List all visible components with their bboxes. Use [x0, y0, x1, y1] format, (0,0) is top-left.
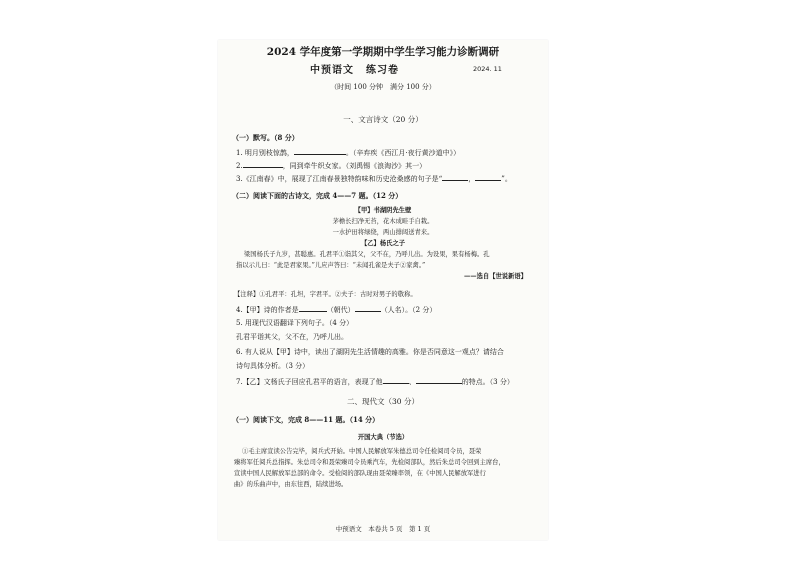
- text-b-title: 【乙】杨氏之子: [360, 240, 406, 247]
- answer-blank-7a[interactable]: [383, 377, 409, 384]
- answer-blank-3b[interactable]: [475, 174, 501, 181]
- question-5: 5. 用现代汉语翻译下列句子。（4 分）: [236, 319, 354, 327]
- answer-blank-2[interactable]: [243, 161, 283, 168]
- poem-a-line-2: 一水护田将绿绕，两山排闼送青来。: [332, 229, 434, 236]
- answer-blank-4a[interactable]: [299, 305, 327, 312]
- subject-label: 中预语文: [310, 65, 354, 76]
- exam-date: 2024. 11: [473, 65, 502, 73]
- answer-blank-4b[interactable]: [355, 305, 381, 312]
- question-7: 7.【乙】文杨氏子回应孔君平的语言，表现了他 、 的特点。（3 分）: [236, 378, 514, 386]
- answer-blank-1[interactable]: [294, 148, 346, 155]
- answer-blank-3a[interactable]: [442, 174, 468, 181]
- question-5-sentence: 孔君平诣其父，父不在，乃呼儿出。: [236, 333, 348, 341]
- exam-subtitle: [310, 65, 399, 77]
- q-b-title: （二）阅读下面的古诗文，完成 4——7 题。（12 分）: [232, 191, 403, 200]
- exam-title: 2024 学年度第一学期期中学生学习能力诊断调研: [266, 46, 500, 58]
- answer-blank-7b[interactable]: [416, 377, 462, 384]
- time-info: （时间 100 分钟 满分 100 分）: [330, 83, 436, 91]
- poem-a-line-1: 茅檐长扫净无苔，花木成畦手自栽。: [332, 218, 434, 225]
- page-footer: 中预语文 本卷共 5 页 第 1 页: [335, 525, 431, 533]
- annotation-note: 【注释】①孔君平：孔坦，字君平。②夫子：古时对男子的敬称。: [234, 291, 417, 298]
- poem-a-title: 【甲】书湖阴先生壁: [354, 207, 412, 214]
- text-b-source: ——选自【世说新语】: [464, 273, 527, 280]
- part1-heading: 一、文言诗文（20 分）: [343, 115, 423, 124]
- question-6-line-2: 诗句具体分析。（3 分）: [236, 362, 310, 370]
- q-a-title: （一）默写。（8 分）: [232, 133, 299, 142]
- dictation-line-2: 2. ，同到牵牛织女家。（刘禹锡《浪淘沙》其一）: [236, 162, 427, 170]
- dictation-line-3: 3.《江南春》中，展现了江南春景独特韵味和历史沧桑感的句子是“ ， ”。: [236, 175, 512, 183]
- text-b-line-2: 指以示儿曰：“此是君家果。”儿应声答曰：“未闻孔雀是夫子②家禽。”: [236, 262, 426, 269]
- article-line-4: 曲》的乐曲声中，由东往西，陆续进场。: [234, 481, 348, 488]
- article-line-2: 臻将军任阅兵总指挥。朱总司令和聂荣臻司令员乘汽车，先检阅部队，然后朱总司令回到主席台，: [234, 459, 505, 466]
- question-4: 4.【甲】诗的作者是 （朝代） （人名）。（2 分）: [236, 306, 437, 314]
- text-b-line-1: 梁国杨氏子九岁，甚聪惠。孔君平①诣其父，父不在，乃呼儿出。为设果，果有杨梅。孔: [244, 251, 490, 258]
- question-6-line-1: 6. 有人说从【甲】诗中，读出了湖阴先生活情趣的高雅。你是否同意这一观点？请结合: [236, 348, 504, 356]
- article-line-3: 宣读中国人民解放军总部的命令。受检阅的部队现由聂荣臻率领，在《中国人民解放军进行: [234, 470, 486, 477]
- dictation-line-1: 1. 明月别枝惊鹊， 。（辛弃疾《西江月·夜行黄沙道中》）: [236, 149, 461, 157]
- exam-sheet: [218, 40, 548, 540]
- part2-heading: 二、现代文（30 分）: [347, 397, 419, 406]
- q2-a-title: （一）阅读下文，完成 8——11 题。（14 分）: [232, 415, 380, 424]
- article-title: 开国大典（节选）: [357, 434, 409, 441]
- paper-type-label: 练习卷: [366, 65, 399, 76]
- article-line-1: ①毛主席宣读公告完毕，阅兵式开始。中国人民解放军朱德总司令任检阅司令员，聂荣: [242, 448, 482, 455]
